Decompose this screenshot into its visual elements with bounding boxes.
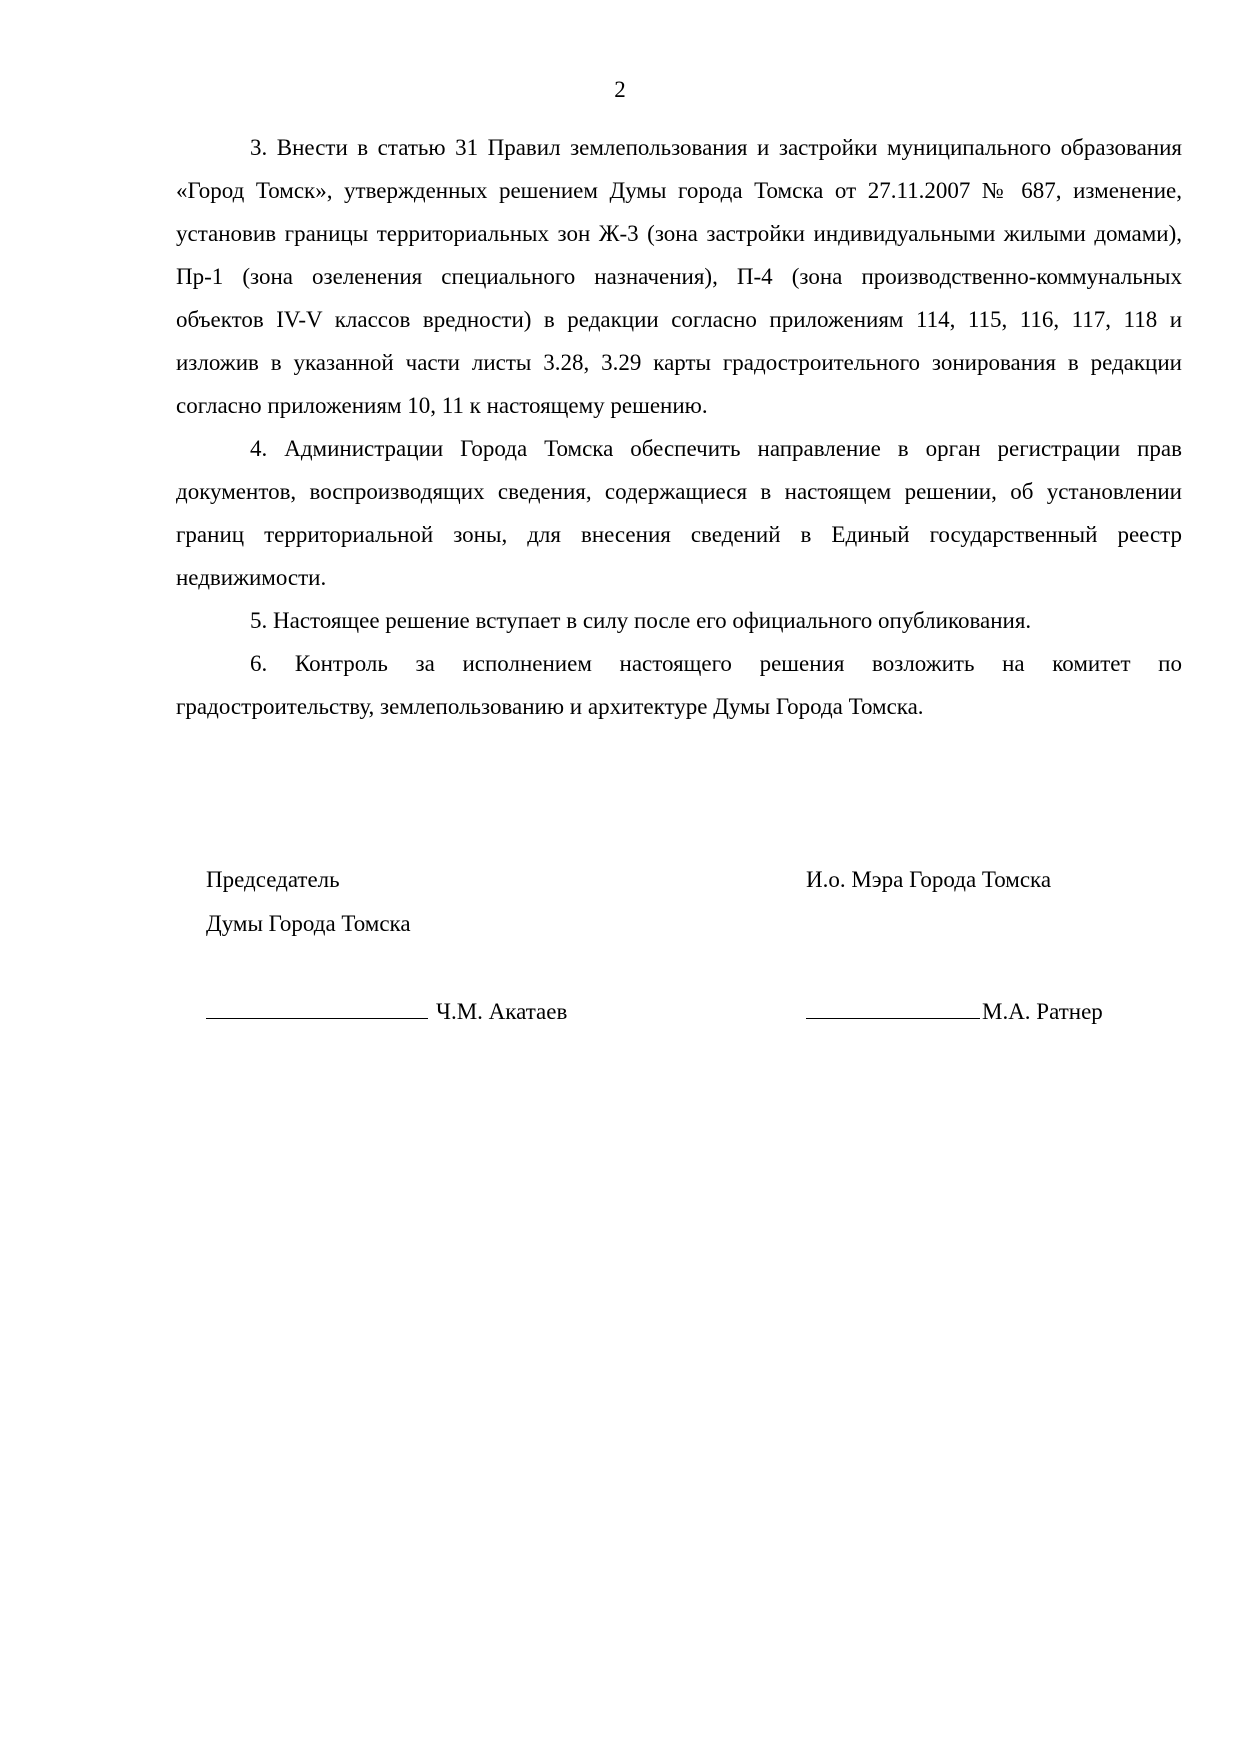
paragraph-6: 6. Контроль за исполнением настоящего решения возложить на комитет по градостроительству, землепользованию и архитектуре Думы Города Томска. [176, 651, 1182, 719]
chairman-title: Председатель [206, 867, 340, 892]
chairman-title-line2: Думы Города Томска [206, 911, 411, 936]
paragraph-5: 5. Настоящее решение вступает в силу после его официального опубликования. [250, 608, 1032, 633]
document-body [176, 126, 1182, 728]
chairman-signature-line [206, 996, 567, 1026]
signature-blank [806, 996, 980, 1019]
signature-blank [206, 996, 428, 1019]
chairman-name: Ч.М. Акатаев [436, 999, 568, 1024]
paragraph-4: 4. Администрации Города Томска обеспечить направление в орган регистрации прав документов, воспроизводящих сведения, содержащиеся в настоящем решении, об установлении границ территориальной зоны, для внесения сведений в Единый государственный реестр недвижимости. [176, 436, 1182, 590]
paragraph-3: 3. Внести в статью 31 Правил землепользования и застройки муниципального образования «Город Томск», утвержденных решением Думы города Томска от 27.11.2007 № 687, изменение, установив границы территориальных зон Ж-3 (зона застройки индивидуальными жилыми домами), Пр-1 (зона озеленения специального назначения), П-4 (зона производственно-коммунальных объектов IV-V классов вредности) в редакции согласно приложениям 114, 115, 116, 117, 118 и изложив в указанной части листы 3.28, 3.29 карты градостроительного зонирования в редакции согласно приложениям 10, 11 к настоящему решению. [176, 135, 1182, 418]
mayor-signature-line [806, 996, 1103, 1026]
mayor-name: М.А. Ратнер [982, 999, 1103, 1024]
mayor-title: И.о. Мэра Города Томска [806, 867, 1052, 892]
page-number: 2 [614, 77, 626, 102]
